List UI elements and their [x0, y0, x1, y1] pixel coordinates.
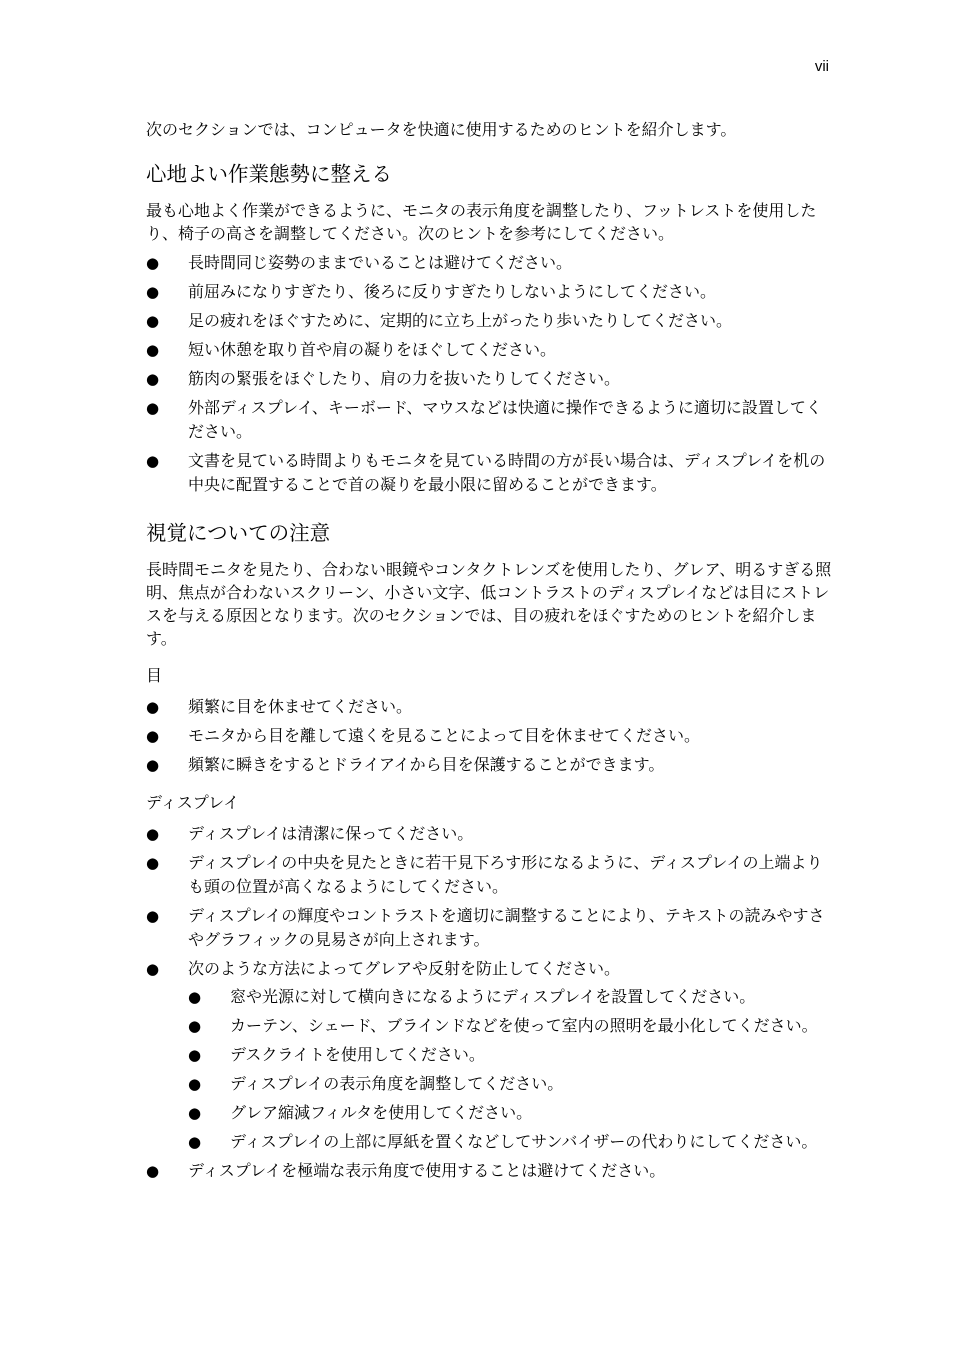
list-item: ● 頻繁に瞬きをするとドライアイから目を保護することができます。	[146, 753, 836, 777]
bullet-icon: ●	[188, 1017, 202, 1035]
bullet-icon: ●	[146, 341, 160, 359]
bullet-icon: ●	[146, 312, 160, 330]
display-tips-list	[146, 822, 836, 1183]
list-item: ● 次のような方法によってグレアや反射を防止してください。 ● 窓や光源に対して横向きになるようにディスプレイを設置してください。 ● カーテン、シェード、ブラインドなどを使って室内の照明を最小化してください。 ● デスクライトを使用してください。 ● ディスプレイの表示角度を調整してください。 ● グレア縮減フィルタを使用してください。 ● ディスプレイの上部に厚紙を置くなどしてサンバイザーの代わりにしてください。	[146, 957, 836, 1154]
bullet-icon: ●	[146, 907, 160, 925]
bullet-icon: ●	[146, 399, 160, 417]
list-item: ● 前屈みになりすぎたり、後ろに反りすぎたりしないようにしてください。	[146, 280, 836, 304]
section-heading-posture: 心地よい作業態勢に整える	[146, 162, 392, 186]
list-item: ● ディスプレイは清潔に保ってください。	[146, 822, 836, 846]
bullet-icon: ●	[146, 698, 160, 716]
document-body	[146, 118, 836, 1188]
list-item: ● 文書を見ている時間よりもモニタを見ている時間の方が長い場合は、ディスプレイを机の中央に配置することで首の凝りを最小限に留めることができます。	[146, 451, 826, 494]
list-item: ● モニタから目を離して遠くを見ることによって目を休ませてください。	[146, 724, 836, 748]
list-item: ● ディスプレイの上部に厚紙を置くなどしてサンバイザーの代わりにしてください。	[188, 1130, 836, 1154]
bullet-icon: ●	[146, 254, 160, 272]
list-item: ● ディスプレイの表示角度を調整してください。	[188, 1072, 836, 1096]
list-item: ● カーテン、シェード、ブラインドなどを使って室内の照明を最小化してください。	[188, 1014, 836, 1038]
bullet-icon: ●	[146, 1162, 160, 1180]
list-item: ● 筋肉の緊張をほぐしたり、肩の力を抜いたりしてください。	[146, 367, 836, 391]
subheading-eyes: 目	[146, 666, 163, 685]
bullet-icon: ●	[146, 727, 160, 745]
bullet-icon: ●	[146, 756, 160, 774]
eye-tips-list	[146, 695, 836, 777]
list-item: ● 頻繁に目を休ませてください。	[146, 695, 836, 719]
subheading-display: ディスプレイ	[146, 793, 240, 812]
list-item: ● 外部ディスプレイ、キーボード、マウスなどは快適に操作できるように適切に設置してください。	[146, 398, 822, 441]
glare-tips-sublist	[188, 985, 836, 1154]
list-item: ● ディスプレイを極端な表示角度で使用することは避けてください。	[146, 1159, 836, 1183]
bullet-icon: ●	[146, 370, 160, 388]
list-item: ● ディスプレイの中央を見たときに若干見下ろす形になるように、ディスプレイの上端よりも頭の位置が高くなるようにしてください。	[146, 853, 823, 896]
list-item: ● デスクライトを使用してください。	[188, 1043, 836, 1067]
list-item: ● ディスプレイの輝度やコントラストを適切に調整することにより、テキストの読みやすさやグラフィックの見易さが向上されます。	[146, 906, 825, 949]
bullet-icon: ●	[146, 825, 160, 843]
bullet-icon: ●	[188, 1104, 202, 1122]
page-number: vii	[814, 58, 829, 75]
list-item: ● 短い休憩を取り首や肩の凝りをほぐしてください。	[146, 338, 836, 362]
intro-text: 次のセクションでは、コンピュータを快適に使用するためのヒントを紹介します。	[146, 120, 737, 139]
section-paragraph-posture: 最も心地よく作業ができるように、モニタの表示角度を調整したり、フットレストを使用したり、椅子の高さを調整してください。次のヒントを参考にしてください。	[146, 201, 817, 243]
list-item: ● グレア縮減フィルタを使用してください。	[188, 1101, 836, 1125]
section-paragraph-vision: 長時間モニタを見たり、合わない眼鏡やコンタクトレンズを使用したり、グレア、明るすぎる照明、焦点が合わないスクリーン、小さい文字、低コントラストのディスプレイなどは目にストレスを与える原因となります。次のセクションでは、目の疲れをほぐすためのヒントを紹介します。	[146, 560, 832, 648]
bullet-icon: ●	[188, 1046, 202, 1064]
list-item: ● 窓や光源に対して横向きになるようにディスプレイを設置してください。	[188, 985, 836, 1009]
posture-tips-list	[146, 251, 836, 497]
list-item: ● 長時間同じ姿勢のままでいることは避けてください。	[146, 251, 836, 275]
bullet-icon: ●	[188, 1075, 202, 1093]
section-heading-vision: 視覚についての注意	[146, 521, 331, 545]
bullet-icon: ●	[146, 283, 160, 301]
bullet-icon: ●	[146, 854, 160, 872]
bullet-icon: ●	[146, 960, 160, 978]
bullet-icon: ●	[146, 452, 160, 470]
bullet-icon: ●	[188, 988, 202, 1006]
bullet-icon: ●	[188, 1133, 202, 1151]
list-item: ● 足の疲れをほぐすために、定期的に立ち上がったり歩いたりしてください。	[146, 309, 836, 333]
